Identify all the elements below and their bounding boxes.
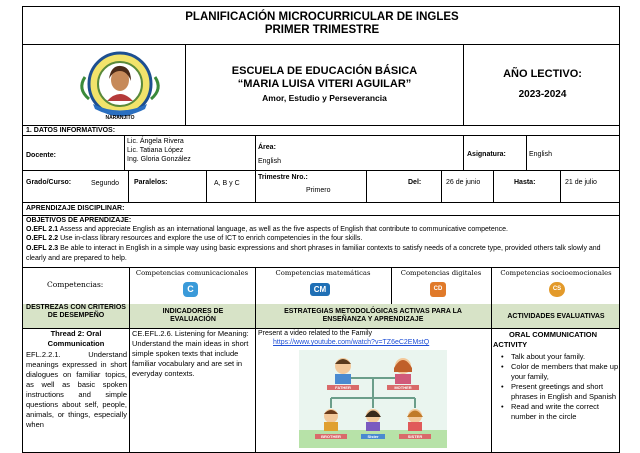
actividades-list (499, 352, 619, 422)
competencia-name: Competencias socioemocionales (500, 269, 612, 277)
document-title: PLANIFICACIÓN MICROCURRICULAR DE INGLES (185, 11, 459, 23)
competencias-label: Competencias: (47, 280, 104, 289)
objetivo-code: O.EFL 2.3 (26, 245, 59, 252)
divider (23, 170, 620, 171)
divider (206, 170, 207, 202)
divider (255, 135, 256, 170)
divider (441, 170, 442, 202)
trimestre-label: Trimestre Nro.: (258, 174, 308, 181)
objetivo-text: Use in-class library resources and explore the use of ICT to enrich competencies in the four skills. (58, 235, 363, 242)
school-motto: Amor, Estudio y Perseverancia (262, 93, 387, 103)
objetivo-code: O.EFL 2.2 (26, 235, 59, 242)
divider (129, 304, 130, 453)
docente-label: Docente: (26, 152, 56, 159)
divider (255, 170, 256, 202)
teacher-name: Lic. Ángela Rivera (127, 138, 184, 145)
divider (23, 202, 620, 203)
header-indicadores: INDICADORES DE EVALUACIÓN (162, 308, 224, 323)
year-value: 2023-2024 (518, 89, 567, 100)
digital-icon: CD (430, 282, 446, 297)
divider (560, 170, 561, 202)
list-item: • Read and write the correct number in the circle (499, 402, 619, 422)
objetivo-code: O.EFL 2.1 (26, 226, 59, 233)
divider (526, 135, 527, 170)
divider (366, 170, 367, 202)
aprendizaje-title: APRENDIZAJE DISCIPLINAR: (26, 205, 125, 212)
indicador-text: CE.EFL.2.6. Listening for Meaning: Understand the main ideas in short simple spoken texts that include familiar vocabulary and are set in everyday contexts. (132, 329, 249, 378)
list-item: • Present greetings and short phrases in English and Spanish (499, 382, 619, 402)
divider (128, 170, 129, 202)
competencia-name: Competencias digitales (400, 269, 482, 277)
list-item: • Talk about your family. (499, 352, 619, 362)
youtube-link[interactable]: https://www.youtube.com/watch?v=TZ6eC2EMstQ (273, 339, 430, 346)
list-item: • Color de members that make up your family, (499, 362, 619, 382)
document-subtitle: PRIMER TRIMESTRE (264, 24, 380, 36)
estrategia-text: Present a video related to the Family (258, 330, 373, 337)
planning-document (22, 6, 620, 453)
del-label: Del: (408, 179, 422, 186)
destreza-text: EFL.2.2.1. Understand meanings expressed in short dialogues on familiar topics, as well as basic spoken instructions and simple questions about self, people, animals, or things, especially when (26, 350, 127, 429)
actividades-title: ORAL COMMUNICATION ACTIVITY (493, 330, 598, 349)
family-label: FATHER (327, 385, 359, 390)
divider (23, 44, 620, 45)
asignatura-value: English (529, 151, 552, 158)
comunicacional-icon: C (183, 282, 198, 297)
trimestre-value: Primero (306, 187, 331, 194)
matematica-icon: CM (310, 283, 330, 296)
objetivo-text: Assess and appreciate English as an international language, as well as the five aspects of English that contribute to communicative competence. (58, 226, 508, 233)
divider (493, 170, 494, 202)
teacher-name: Ing. Gloria González (127, 156, 191, 163)
school-logo (65, 49, 175, 124)
grado-value: Segundo (91, 180, 120, 187)
socioemocional-icon: CS (549, 282, 565, 297)
del-value: 26 de junio (446, 179, 481, 186)
family-label: MOTHER (387, 385, 419, 390)
school-quote: “MARIA LUISA VITERI AGUILAR” (237, 78, 412, 90)
competencia-name: Competencias matemáticas (275, 269, 371, 277)
teacher-name: Lic. Tatiana López (127, 147, 184, 154)
header-destrezas: DESTREZAS CON CRITERIOS DE DESEMPEÑO (26, 304, 126, 319)
hasta-label: Hasta: (514, 179, 536, 186)
header-actividades: ACTIVIDADES EVALUATIVAS (507, 313, 605, 320)
objetivo-item (26, 225, 618, 234)
thread-title: Thread 2: Oral Communication (47, 329, 105, 348)
paralelos-value: A, B y C (214, 180, 240, 187)
area-value: English (258, 158, 281, 165)
divider (463, 135, 464, 170)
family-label: BROTHER (315, 434, 347, 439)
header-estrategias: ESTRATEGIAS METODOLÓGICAS ACTIVAS PARA LA ENSEÑANZA Y APRENDIZAJE (284, 308, 462, 323)
school-name: ESCUELA DE EDUCACIÓN BÁSICA (231, 65, 418, 77)
divider (23, 135, 620, 136)
objetivos-title: OBJETIVOS DE APRENDIZAJE: (26, 217, 132, 224)
objetivos-block (26, 216, 618, 264)
hasta-value: 21 de julio (565, 179, 597, 186)
divider (124, 135, 125, 170)
objetivo-item (26, 234, 618, 243)
asignatura-label: Asignatura: (467, 151, 506, 158)
divider (23, 267, 620, 268)
logo-caption: NARANJITO (105, 115, 135, 121)
paralelos-label: Paralelos: (134, 179, 168, 186)
family-tree-image (299, 350, 447, 448)
family-label: SISTER (399, 434, 431, 439)
area-label: Área: (258, 144, 276, 151)
grado-label: Grado/Curso: (26, 179, 72, 186)
divider (463, 44, 464, 125)
family-label: Sister (361, 434, 385, 439)
divider (255, 304, 256, 453)
competencia-name: Competencias comunicacionales (135, 269, 249, 277)
section-title: 1. DATOS INFORMATIVOS: (26, 127, 116, 134)
objetivo-text: Be able to interact in English in a simple way using basic expressions and short phrases in familiar contexts to satisfy needs of a concrete type, provided others talk slowly and clearly and are prepared to help. (26, 245, 601, 262)
divider (491, 304, 492, 453)
objetivo-item (26, 244, 618, 264)
year-label: AÑO LECTIVO: (503, 68, 582, 80)
